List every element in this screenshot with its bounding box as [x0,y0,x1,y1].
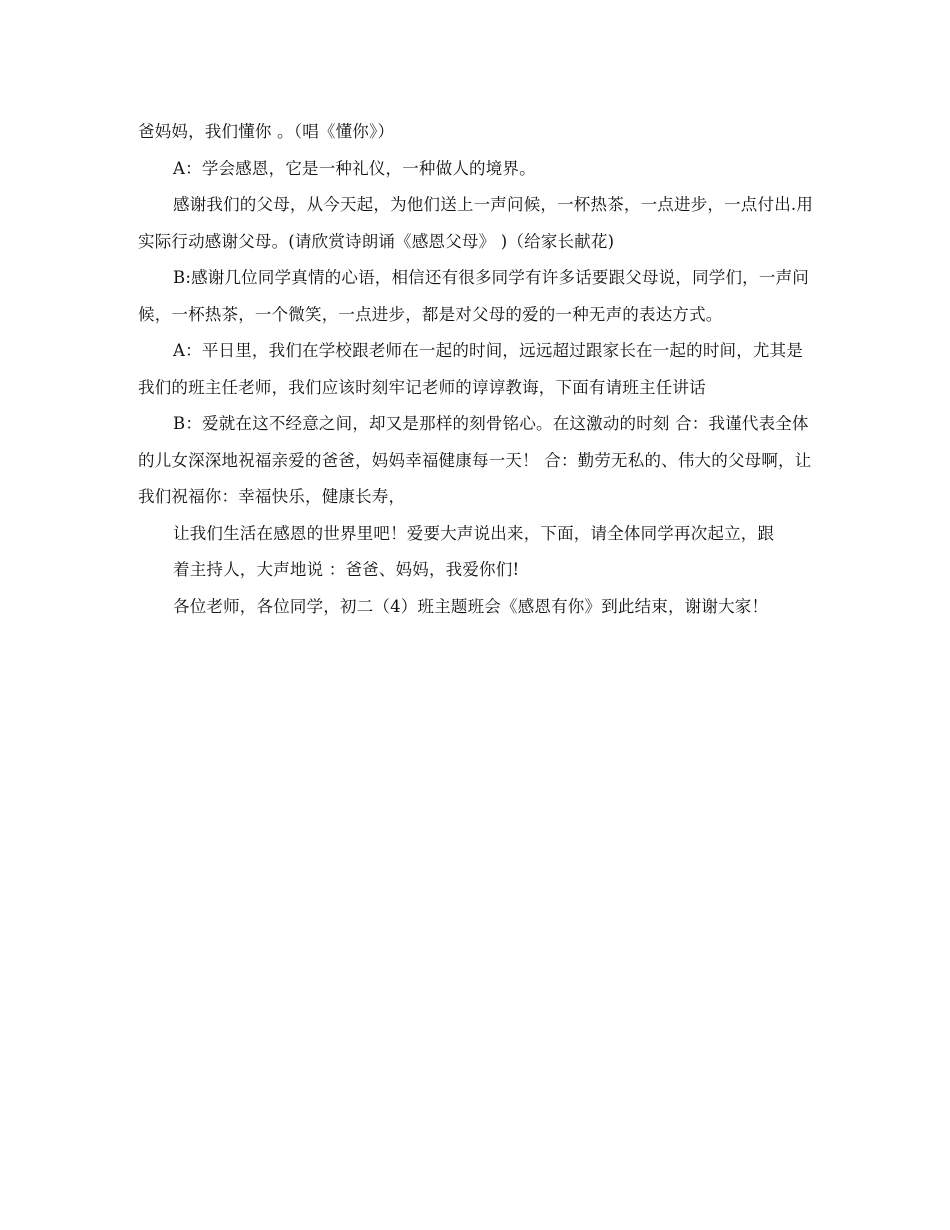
paragraph-9: 各位老师，各位同学，初二（4）班主题班会《感恩有你》到此结束，谢谢大家！ [173,596,769,616]
paragraph-8: 着主持人，大声地说 ：爸爸、妈妈，我爱你们! [173,560,520,579]
paragraph-7: 让我们生活在感恩的世界里吧！爱要大声说出来，下面，请全体同学再次起立，跟 [173,523,775,543]
paragraph-5: A：平日里，我们在学校跟老师在一起的时间，远远超过跟家长在一起的时间，尤其是我们的班主任老师，我们应该时刻牢记老师的谆谆教诲，下面有请班主任讲话 [138,341,804,397]
paragraph-6: B：爱就在这不经意之间，却又是那样的刻骨铭心。在这激动的时刻 合：我谨代表全体的儿女深深地祝福亲爱的爸爸，妈妈幸福健康每一天！ 合：勤劳无私的、伟大的父母啊，让我们祝福你：幸福快乐，健康长寿， [138,414,812,506]
paragraph-2: A：学会感恩，它是一种礼仪，一种做人的境界。 [173,158,536,178]
paragraph-3: 感谢我们的父母，从今天起，为他们送上一声问候，一杯热茶，一点进步，一点付出.用实际行动感谢父母。(请欣赏诗朗诵《感恩父母》 )（给家长献花) [138,195,814,251]
document-body [138,114,818,625]
paragraph-4: B:感谢几位同学真情的心语，相信还有很多同学有许多话要跟父母说，同学们，一声问候，一杯热茶，一个微笑，一点进步，都是对父母的爱的一种无声的表达方式。 [138,268,809,324]
paragraph-1: 爸妈妈，我们懂你 。（唱《懂你》） [138,122,395,141]
